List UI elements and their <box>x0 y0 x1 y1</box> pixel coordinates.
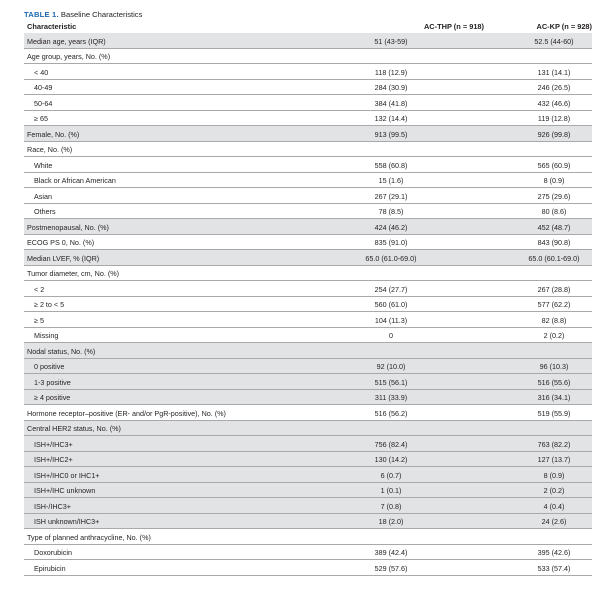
row-label: ≥ 4 positive <box>34 393 71 402</box>
row-label: Asian <box>34 191 52 201</box>
table-row <box>24 452 592 468</box>
cell-ac-thp: 558 (60.8) <box>374 160 408 170</box>
table-row <box>24 483 592 499</box>
cell-ac-thp: 389 (42.4) <box>374 548 408 557</box>
table-row <box>24 312 592 328</box>
row-label: Type of planned anthracycline, No. (%) <box>27 532 151 542</box>
row-label: ≥ 2 to < 5 <box>34 300 65 309</box>
row-label: Postmenopausal, No. (%) <box>27 222 109 232</box>
table-row <box>24 529 592 545</box>
table-row <box>24 421 592 437</box>
cell-ac-kp: 926 (99.8) <box>537 129 571 139</box>
table-row <box>24 405 592 421</box>
table-row <box>24 359 592 375</box>
table-caption <box>24 10 142 19</box>
row-label: ISH unknown/IHC3+ <box>34 517 100 526</box>
cell-ac-thp: 104 (11.3) <box>374 315 408 325</box>
table-row <box>24 95 592 111</box>
table-row <box>24 545 592 561</box>
cell-ac-kp: 275 (29.6) <box>537 191 571 201</box>
row-label: Median age, years (IQR) <box>27 36 106 46</box>
table-row <box>24 157 592 173</box>
row-label: 50-64 <box>34 98 53 108</box>
cell-ac-thp: 15 (1.6) <box>378 176 404 185</box>
row-label: White <box>34 160 53 170</box>
row-label: Nodal status, No. (%) <box>27 346 96 356</box>
table-row <box>24 142 592 158</box>
row-label: 0 positive <box>34 362 65 371</box>
cell-ac-kp: 565 (60.9) <box>537 160 571 170</box>
row-label: Epirubicin <box>34 563 66 573</box>
cell-ac-kp: 119 (12.8) <box>537 114 571 123</box>
cell-ac-kp: 80 (8.6) <box>541 207 567 216</box>
table-row <box>24 374 592 390</box>
cell-ac-kp: 246 (26.5) <box>537 83 571 92</box>
cell-ac-kp: 316 (34.1) <box>537 393 571 402</box>
cell-ac-thp: 756 (82.4) <box>374 439 408 449</box>
row-label: 1-3 positive <box>34 377 71 387</box>
cell-ac-kp: 533 (57.4) <box>537 563 571 573</box>
cell-ac-kp: 267 (28.8) <box>537 284 571 294</box>
cell-ac-thp: 118 (12.9) <box>374 67 408 77</box>
table-row <box>24 80 592 96</box>
row-label: ISH+/IHC0 or IHC1+ <box>34 470 100 480</box>
table-row <box>24 281 592 297</box>
cell-ac-kp: 395 (42.6) <box>537 548 571 557</box>
table-row <box>24 390 592 406</box>
cell-ac-thp: 132 (14.4) <box>374 114 408 123</box>
cell-ac-thp: 284 (30.9) <box>374 83 408 92</box>
cell-ac-thp: 92 (10.0) <box>376 362 406 371</box>
table-row <box>24 126 592 142</box>
table-body <box>24 33 592 576</box>
row-label: Tumor diameter, cm, No. (%) <box>27 269 119 278</box>
cell-ac-thp: 18 (2.0) <box>378 517 404 526</box>
cell-ac-thp: 254 (27.7) <box>374 284 408 294</box>
row-label: ISH+/IHC3+ <box>34 439 73 449</box>
row-label: Race, No. (%) <box>27 145 73 154</box>
table-row <box>24 266 592 282</box>
cell-ac-thp: 515 (56.1) <box>374 377 408 387</box>
table-row <box>24 235 592 251</box>
cell-ac-thp: 560 (61.0) <box>374 300 408 309</box>
table-row <box>24 111 592 127</box>
table-row <box>24 436 592 452</box>
row-label: < 40 <box>34 67 49 77</box>
cell-ac-thp: 516 (56.2) <box>374 408 408 418</box>
cell-ac-kp: 82 (8.8) <box>541 315 567 325</box>
row-label: ISH-/IHC3+ <box>34 501 71 511</box>
row-label: Others <box>34 207 56 216</box>
row-label: ≥ 5 <box>34 315 44 325</box>
cell-ac-thp: 65.0 (61.0-69.0) <box>365 253 417 263</box>
cell-ac-thp: 529 (57.6) <box>374 563 408 573</box>
table-row <box>24 297 592 313</box>
row-label: Missing <box>34 331 59 340</box>
cell-ac-kp: 127 (13.7) <box>537 455 571 464</box>
cell-ac-thp: 78 (8.5) <box>378 207 404 216</box>
cell-ac-kp: 65.0 (60.1-69.0) <box>528 253 580 263</box>
cell-ac-kp: 432 (46.6) <box>537 98 571 108</box>
cell-ac-kp: 843 (90.8) <box>537 238 571 247</box>
row-label: Female, No. (%) <box>27 129 80 139</box>
cell-ac-thp: 6 (0.7) <box>380 470 402 480</box>
cell-ac-kp: 24 (2.6) <box>541 517 567 526</box>
cell-ac-kp: 8 (0.9) <box>543 176 565 185</box>
table-row <box>24 64 592 80</box>
row-label: Hormone receptor–positive (ER- and/or PgR-positive), No. (%) <box>27 408 226 418</box>
table-row <box>24 343 592 359</box>
cell-ac-thp: 1 (0.1) <box>380 486 402 495</box>
row-label: Age group, years, No. (%) <box>27 52 111 61</box>
cell-ac-thp: 384 (41.8) <box>374 98 408 108</box>
table-row <box>24 219 592 235</box>
table-header <box>24 20 592 34</box>
cell-ac-kp: 131 (14.1) <box>537 67 571 77</box>
table-row <box>24 514 592 530</box>
table-row <box>24 188 592 204</box>
table-title: Baseline Characteristics <box>60 10 143 19</box>
cell-ac-kp: 452 (48.7) <box>537 222 571 232</box>
cell-ac-thp: 835 (91.0) <box>374 238 408 247</box>
cell-ac-kp: 8 (0.9) <box>543 470 565 480</box>
table-row <box>24 328 592 344</box>
row-label: ISH+/IHC2+ <box>34 455 73 464</box>
cell-ac-thp: 913 (99.5) <box>374 129 408 139</box>
cell-ac-thp: 311 (33.9) <box>374 393 408 402</box>
row-label: ISH+/IHC unknown <box>34 486 96 495</box>
header-ac-thp: AC-THP (n = 918) <box>423 22 484 31</box>
table-row <box>24 560 592 576</box>
header-ac-kp: AC-KP (n = 928) <box>536 22 592 31</box>
row-label: < 2 <box>34 284 45 294</box>
cell-ac-thp: 424 (46.2) <box>374 222 408 232</box>
cell-ac-thp: 7 (0.8) <box>380 501 402 511</box>
cell-ac-thp: 51 (43-59) <box>374 36 408 46</box>
cell-ac-kp: 519 (55.9) <box>537 408 571 418</box>
cell-ac-kp: 52.5 (44-60) <box>534 36 574 46</box>
cell-ac-kp: 2 (0.2) <box>543 486 565 495</box>
row-label: 40-49 <box>34 83 53 92</box>
table-row <box>24 49 592 65</box>
table-row <box>24 498 592 514</box>
row-label: Median LVEF, % (IQR) <box>27 253 100 263</box>
cell-ac-kp: 763 (82.2) <box>537 439 571 449</box>
cell-ac-kp: 96 (10.3) <box>539 362 569 371</box>
row-label: ECOG PS 0, No. (%) <box>27 238 95 247</box>
cell-ac-thp: 130 (14.2) <box>374 455 408 464</box>
table-row <box>24 33 592 49</box>
row-label: ≥ 65 <box>34 114 48 123</box>
row-label: Central HER2 status, No. (%) <box>27 424 121 433</box>
cell-ac-thp: 267 (29.1) <box>374 191 408 201</box>
cell-ac-kp: 4 (0.4) <box>543 501 565 511</box>
table-row <box>24 173 592 189</box>
table-label: TABLE 1. <box>24 10 59 19</box>
header-characteristic: Characteristic <box>27 22 77 31</box>
cell-ac-kp: 577 (62.2) <box>537 300 571 309</box>
cell-ac-thp: 0 <box>389 331 393 340</box>
table-row <box>24 250 592 266</box>
row-label: Doxorubicin <box>34 548 72 557</box>
table-row <box>24 204 592 220</box>
row-label: Black or African American <box>34 176 116 185</box>
table-row <box>24 467 592 483</box>
cell-ac-kp: 2 (0.2) <box>543 331 565 340</box>
cell-ac-kp: 516 (55.6) <box>537 377 571 387</box>
